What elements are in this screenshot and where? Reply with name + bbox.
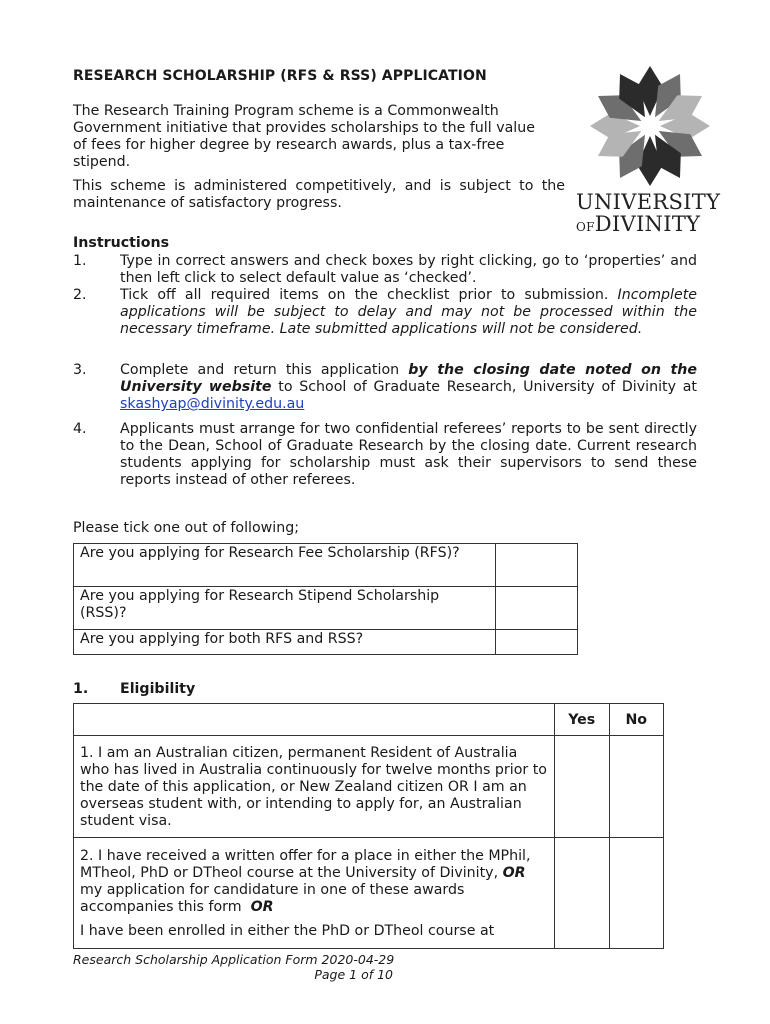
- email-link[interactable]: skashyap@divinity.edu.au: [120, 396, 305, 412]
- intro-paragraph-2: This scheme is administered competitively, and is subject to the maintenance of satisfactory progress.: [73, 178, 565, 211]
- instruction-item-1: [73, 253, 697, 287]
- page-footer: [73, 952, 413, 982]
- instruction-number: 1.: [73, 253, 87, 269]
- instruction-text-warning: Incomplete applications will be subject to delay and may not be processed within the necessary timeframe. Late submitted applications will not be considered.: [120, 287, 697, 337]
- section-heading-eligibility: [73, 681, 196, 697]
- eligibility-table: [73, 703, 664, 949]
- instruction-number: 4.: [73, 421, 87, 437]
- instructions-heading: Instructions: [73, 235, 170, 251]
- instruction-text: Type in correct answers and check boxes by right clicking, go to ‘properties’ and then left click to select default value as ‘checked’.: [120, 253, 697, 286]
- header-blank-cell: [74, 704, 555, 736]
- criterion-2-part-a: 2. I have received a written offer for a place in either the MPhil, MTheol, PhD or DTheol course at the University of Divinity,: [80, 848, 531, 881]
- table-row: [74, 544, 578, 587]
- question-both: [74, 630, 496, 655]
- intro-paragraph-1: The Research Training Program scheme is a Commonwealth Government initiative that provides scholarships to the full value of fees for higher degree by research awards, plus a tax-free stipend.: [73, 103, 535, 170]
- university-name-divinity: DIVINITY: [594, 212, 701, 236]
- question-rfs: [74, 544, 496, 587]
- eligibility-criterion-2: [74, 838, 555, 949]
- instruction-item-2: [73, 287, 697, 357]
- instruction-text-deadline: by the closing date noted on the University website: [120, 362, 698, 395]
- instruction-text: [120, 362, 697, 413]
- header-yes: Yes: [554, 704, 609, 736]
- tick-box-rfs[interactable]: [495, 544, 577, 587]
- criterion-2-part-c: I have been enrolled in either the PhD or DTheol course at: [80, 923, 495, 939]
- yes-box-2[interactable]: [554, 838, 609, 949]
- question-text: Are you applying for both RFS and RSS?: [80, 631, 364, 647]
- university-name-line1: UNIVERSITY: [576, 190, 721, 214]
- university-name-line2: [576, 212, 700, 236]
- instruction-text: [120, 287, 697, 338]
- section-title: Eligibility: [120, 681, 196, 697]
- instruction-text: Applicants must arrange for two confidential referees’ reports to be sent directly to the Dean, School of Graduate Research by the closing date. Current research students applying for scholarship must ask their supervisors to send these reports instead of other referees.: [120, 421, 697, 488]
- table-header-row: [74, 704, 664, 736]
- instruction-item-4: [73, 421, 697, 491]
- university-name-of: OF: [576, 220, 595, 234]
- section-number: 1.: [73, 681, 89, 697]
- footer-page-number: Page 1 of 10: [314, 967, 393, 982]
- instruction-item-3: [73, 362, 697, 414]
- table-row: [74, 587, 578, 630]
- no-box-1[interactable]: [609, 736, 664, 838]
- instruction-number: 2.: [73, 287, 87, 303]
- tick-box-both[interactable]: [495, 630, 577, 655]
- criterion-2-text: [80, 848, 548, 916]
- eligibility-criterion-1: 1. I am an Australian citizen, permanent Resident of Australia who has lived in Australia continuously for twelve months prior to the date of this application, or New Zealand citizen OR I am an overseas student with, or intending to apply for, an Australian student visa.: [74, 736, 555, 838]
- header-no: No: [609, 704, 664, 736]
- table-row: [74, 736, 664, 838]
- table-row: [74, 630, 578, 655]
- footer-form-name: Research Scholarship Application Form 2020-04-29: [73, 952, 395, 967]
- yes-box-1[interactable]: [554, 736, 609, 838]
- star-emblem-icon: [572, 64, 727, 189]
- scholarship-choice-table: [73, 543, 578, 655]
- question-text: Are you applying for Research Stipend Scholarship (RSS)?: [80, 588, 440, 621]
- instruction-text-main: Tick off all required items on the checklist prior to submission.: [120, 287, 609, 303]
- no-box-2[interactable]: [609, 838, 664, 949]
- question-text: Are you applying for Research Fee Scholarship (RFS)?: [80, 545, 460, 561]
- criterion-2-or: OR: [250, 899, 274, 915]
- tick-box-rss[interactable]: [495, 587, 577, 630]
- criterion-2-part-b: my application for candidature in one of these awards accompanies this form: [80, 882, 465, 915]
- question-rss: [74, 587, 496, 630]
- tick-prompt: Please tick one out of following;: [73, 520, 299, 536]
- criterion-2-or: OR: [502, 865, 526, 881]
- instruction-text-pre: Complete and return this application: [120, 362, 400, 378]
- table-row: [74, 838, 664, 949]
- instruction-text-post: to School of Graduate Research, University of Divinity at: [278, 379, 697, 395]
- instruction-number: 3.: [73, 362, 87, 378]
- page-title: RESEARCH SCHOLARSHIP (RFS & RSS) APPLICATION: [73, 68, 487, 84]
- university-logo: [572, 64, 727, 239]
